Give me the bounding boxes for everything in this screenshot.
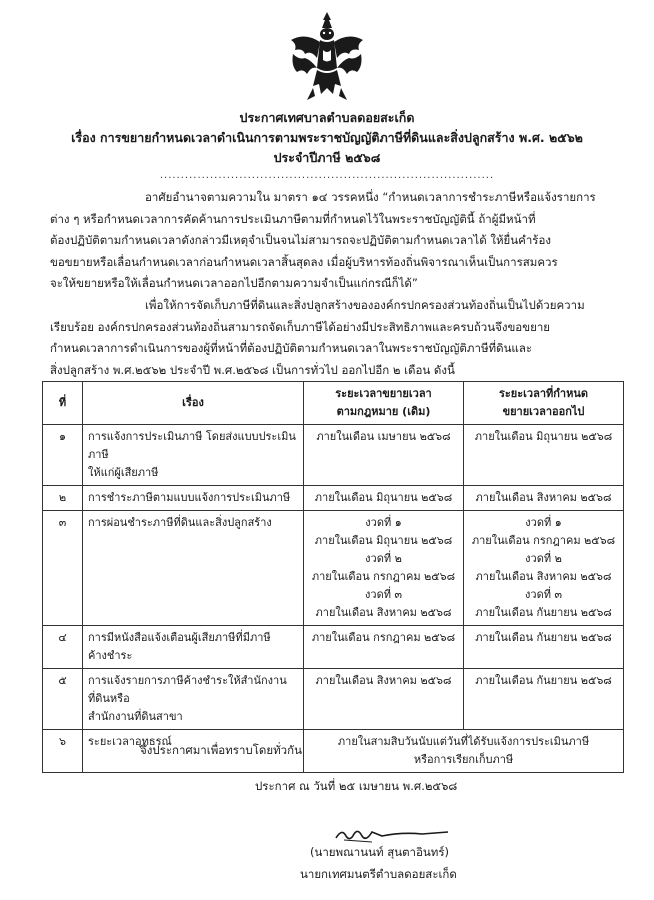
- row-subject: [83, 626, 304, 669]
- installment-label: งวดที่ ๑: [365, 516, 402, 529]
- installment-label: งวดที่ ๒: [525, 552, 562, 565]
- table-row: [43, 425, 624, 486]
- header-extended-line: ระยะเวลาที่กำหนด: [498, 387, 589, 400]
- row-legal-deadline: ภายในเดือน สิงหาคม ๒๕๖๘: [304, 669, 464, 730]
- table-row: [43, 486, 624, 511]
- paragraph-line: อาศัยอำนาจตามความใน มาตรา ๑๔ วรรคหนึ่ง “กำหนดเวลาการชำระภาษีหรือแจ้งรายการ: [145, 190, 596, 204]
- row-subject-line: ค้างชำระ: [88, 649, 133, 662]
- header-no: ที่: [43, 382, 83, 425]
- announcement-subject: เรื่อง การขยายกำหนดเวลาดำเนินการตามพระราชบัญญัติภาษีที่ดินและสิ่งปลูกสร้าง พ.ศ. ๒๕๖๒: [71, 130, 583, 145]
- paragraph-line: ต้องปฏิบัติตามกำหนดเวลาดังกล่าวมีเหตุจำเป็นจนไม่สามารถจะปฏิบัติตามกำหนดเวลาได้ ให้ยื่นคำร้อง: [50, 233, 551, 247]
- row-number: ๒: [43, 486, 83, 511]
- row-subject: [83, 425, 304, 486]
- notice-text: จึงประกาศมาเพื่อทราบโดยทั่วกัน: [140, 743, 302, 757]
- installment-date: ภายในเดือน กันยายน ๒๕๖๘: [475, 606, 612, 619]
- garuda-emblem-icon: [287, 10, 367, 102]
- row-subject: ระยะเวลาอุทธรณ์: [83, 730, 304, 773]
- schedule-table: [42, 381, 624, 773]
- appeal-period-line: ภายในสามสิบวันนับแต่วันที่ได้รับแจ้งการประเมินภาษี: [337, 735, 590, 748]
- paragraph-line: เรียบร้อย องค์กรปกครองส่วนท้องถิ่นสามารถจัดเก็บภาษีได้อย่างมีประสิทธิภาพและครบถ้วนจึงขอขยาย: [50, 319, 551, 334]
- row-extended-installments: [464, 511, 624, 626]
- paragraph-line: สิ่งปลูกสร้าง พ.ศ.๒๕๖๒ ประจำปี พ.ศ.๒๕๖๘ เป็นการทั่วไป ออกไปอีก ๒ เดือน ดังนี้: [50, 362, 455, 377]
- installment-date: ภายในเดือน กรกฎาคม ๒๕๖๘: [471, 534, 616, 547]
- row-number: ๑: [43, 425, 83, 486]
- header-extended-period: [464, 382, 624, 425]
- body-paragraph-2: [50, 295, 622, 381]
- table-row: [43, 669, 624, 730]
- header-legal-period: [304, 382, 464, 425]
- row-number: ๓: [43, 511, 83, 626]
- header-subject: เรื่อง: [83, 382, 304, 425]
- row-subject-line: สำนักงานที่ดินสาขา: [88, 710, 183, 723]
- row-extended-deadline: ภายในเดือน กันยายน ๒๕๖๘: [464, 669, 624, 730]
- paragraph-line: จะให้ขยายหรือให้เลื่อนกำหนดเวลาออกไปอีกตามความจำเป็นแก่กรณีก็ได้”: [50, 276, 418, 290]
- installment-date: ภายในเดือน สิงหาคม ๒๕๖๘: [315, 606, 452, 619]
- row-extended-deadline: ภายในเดือน สิงหาคม ๒๕๖๘: [464, 486, 624, 511]
- row-number: ๖: [43, 730, 83, 773]
- signer-title: นายกเทศมนตรีตำบลดอยสะเก็ด: [300, 867, 457, 881]
- signer-name: (นายพณานนท์ สุนตาอินทร์): [310, 845, 450, 859]
- installment-label: งวดที่ ๓: [525, 588, 562, 601]
- announcement-date: ประกาศ ณ วันที่ ๒๕ เมษายน พ.ศ.๒๕๖๘: [255, 779, 458, 793]
- body-paragraph-1: [50, 187, 622, 295]
- announcement-year: ประจำปีภาษี ๒๕๖๘: [273, 150, 381, 165]
- row-subject-line: การมีหนังสือแจ้งเตือนผู้เสียภาษีที่มีภาษี: [88, 631, 271, 644]
- installment-date: ภายในเดือน มิถุนายน ๒๕๖๘: [314, 534, 453, 547]
- row-subject: [83, 669, 304, 730]
- row-subject-line: ให้แก่ผู้เสียภาษี: [88, 466, 159, 479]
- table-row: [43, 511, 624, 626]
- paragraph-line: เพื่อให้การจัดเก็บภาษีที่ดินและสิ่งปลูกสร้างขององค์กรปกครองส่วนท้องถิ่นเป็นไปด้วยความ: [145, 298, 585, 312]
- table-row: [43, 730, 624, 773]
- announcement-org: ประกาศเทศบาลตำบลดอยสะเก็ด: [239, 110, 415, 125]
- header-legal-line: ระยะเวลาขยายเวลา: [335, 387, 432, 400]
- installment-label: งวดที่ ๑: [525, 516, 562, 529]
- row-subject: การชำระภาษีตามแบบแจ้งการประเมินภาษี: [83, 486, 304, 511]
- paragraph-line: ขอขยายหรือเลื่อนกำหนดเวลาก่อนกำหนดเวลาสิ้นสุดลง เมื่อผู้บริหารท้องถิ่นพิจารณาเห็นเป็นการสมควร: [50, 254, 558, 269]
- header-legal-line: ตามกฎหมาย (เดิม): [336, 405, 431, 418]
- row-appeal-period: [304, 730, 624, 773]
- installment-date: ภายในเดือน กรกฎาคม ๒๕๖๘: [311, 570, 456, 583]
- appeal-period-line: หรือการเรียกเก็บภาษี: [413, 753, 514, 766]
- heading-divider: ................................................................................: [159, 170, 495, 181]
- row-legal-deadline: ภายในเดือน กรกฎาคม ๒๕๖๘: [304, 626, 464, 669]
- installment-label: งวดที่ ๒: [365, 552, 402, 565]
- row-subject-line: การแจ้งการประเมินภาษี โดยส่งแบบประเมินภาษี: [88, 430, 296, 461]
- table-header-row: [43, 382, 624, 425]
- row-legal-installments: [304, 511, 464, 626]
- installment-date: ภายในเดือน สิงหาคม ๒๕๖๘: [475, 570, 612, 583]
- row-subject: การผ่อนชำระภาษีที่ดินและสิ่งปลูกสร้าง: [83, 511, 304, 626]
- row-extended-deadline: ภายในเดือน กันยายน ๒๕๖๘: [464, 626, 624, 669]
- header-extended-line: ขยายเวลาออกไป: [502, 405, 585, 418]
- table-row: [43, 626, 624, 669]
- signature-icon: [332, 822, 452, 846]
- row-legal-deadline: ภายในเดือน มิถุนายน ๒๕๖๘: [304, 486, 464, 511]
- row-number: ๕: [43, 669, 83, 730]
- row-number: ๔: [43, 626, 83, 669]
- paragraph-line: ต่าง ๆ หรือกำหนดเวลาการคัดค้านการประเมินภาษีตามที่กำหนดไว้ในพระราชบัญญัตินี้ ถ้าผู้มีหน้าที่: [50, 211, 536, 226]
- paragraph-line: กำหนดเวลาการดำเนินการของผู้ที่หน้าที่ต้องปฏิบัติตามกำหนดเวลาในพระราชบัญญัติภาษีที่ดินและ: [50, 341, 533, 355]
- row-legal-deadline: ภายในเดือน เมษายน ๒๕๖๘: [304, 425, 464, 486]
- installment-label: งวดที่ ๓: [365, 588, 402, 601]
- row-extended-deadline: ภายในเดือน มิถุนายน ๒๕๖๘: [464, 425, 624, 486]
- row-subject-line: การแจ้งรายการภาษีค้างชำระให้สำนักงานที่ดินหรือ: [88, 674, 287, 705]
